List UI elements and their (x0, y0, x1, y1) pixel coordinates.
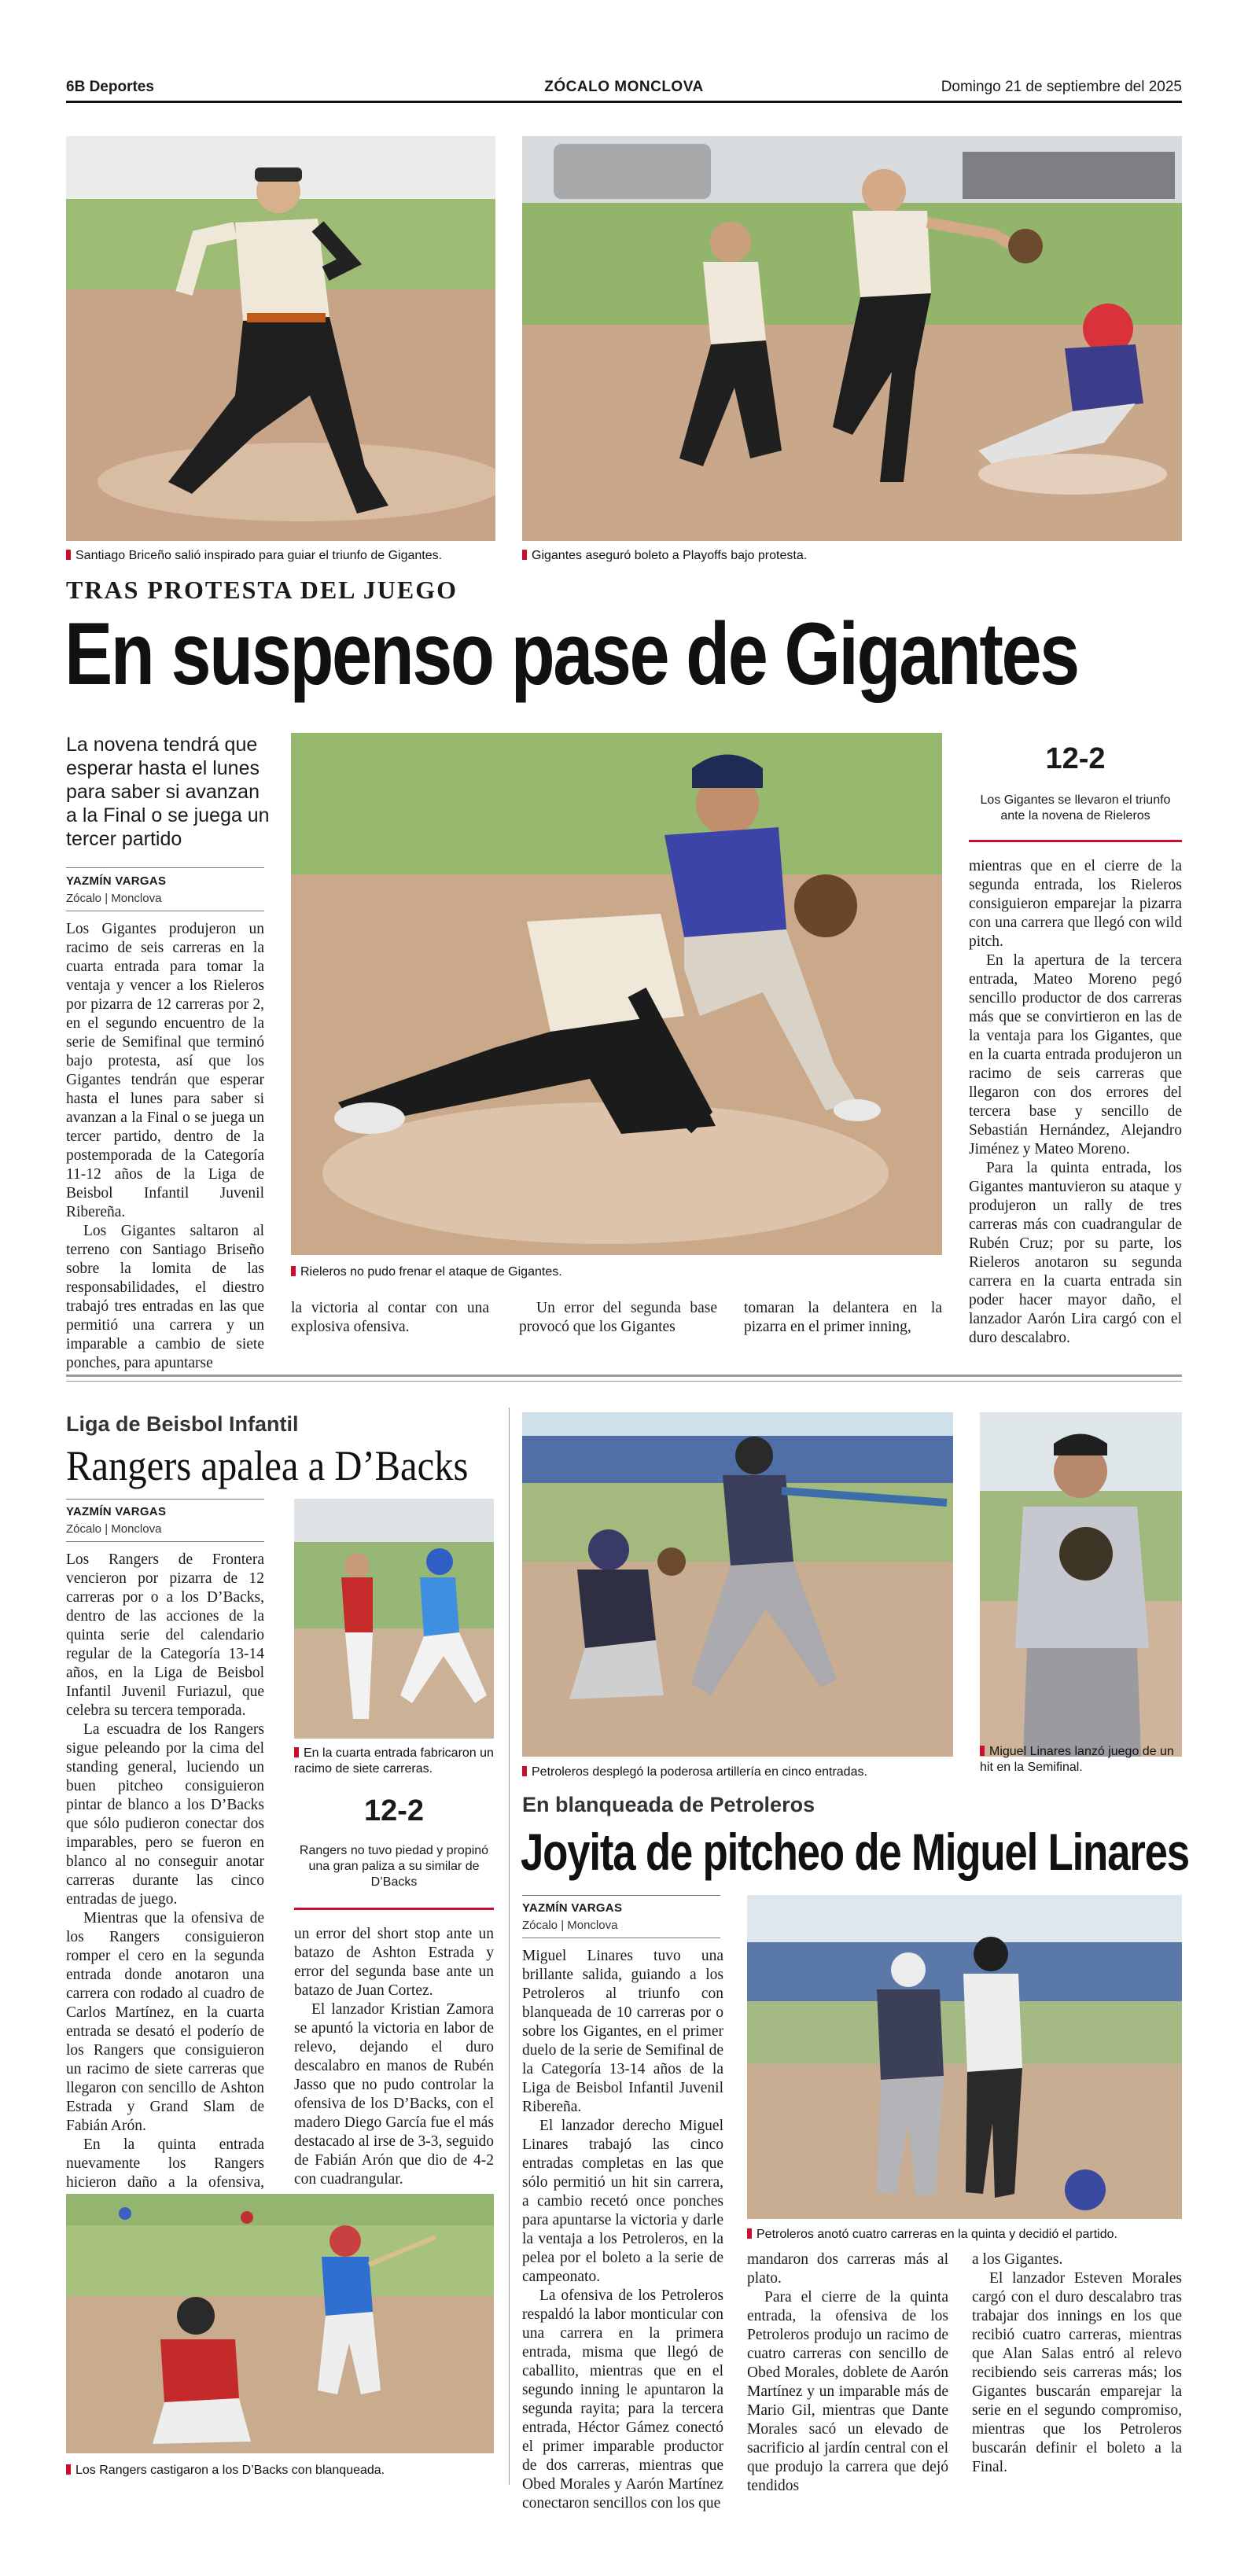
main-column-1 (66, 920, 264, 1373)
paragraph: la victoria al contar con una explosiva ofensiva. (291, 1300, 489, 1335)
photo-rangers-runner (294, 1499, 494, 1739)
caption-petroleros-batter: Petroleros desplegó la poderosa artillería en cinco entradas. (522, 1765, 953, 1780)
paragraph: Para la quinta entrada, los Gigantes mantuvieron su ataque y produjeron un rally de tres carreras más con cuadrangular de Rubén Cruz; por su parte, los Rieleros anotaron su segunda carrera en la cuarta entrada sin poder hacer mayor daño, el lanzador Aarón Lira cargó con el duro descalabro. (969, 1160, 1182, 1346)
caption-base-play: Gigantes aseguró boleto a Playoffs bajo protesta. (522, 548, 1182, 564)
paragraph: En la quinta entrada nuevamente los Rangers hicieron daño a la ofensiva, (66, 2136, 264, 2191)
deck-rule (66, 867, 264, 868)
caption-petroleros-players: Petroleros anotó cuatro carreras en la quinta y decidió el partido. (747, 2227, 1182, 2243)
main-score-rule (969, 840, 1182, 842)
linares-column-1 (522, 1947, 723, 2513)
linares-byline-name: YAZMÍN VARGAS (522, 1901, 623, 1915)
paragraph: Para el cierre de la quinta entrada, la ofensiva de los Petroleros produjo un racimo de cuatro carreras con sencillo de Obed Morales, doblete de Aarón Martínez y un imparable más de Mario Gil, mientras que Dante Morales sacó un elevado de sacrificio al jardín central con el que produjo la carrera que dejó tendidos (747, 2289, 948, 2494)
main-column-5 (969, 857, 1182, 1348)
paragraph: El lanzador Esteven Morales cargó con el duro descalabro tras trabajar dos innings en los que recibió cuatro carreras, mientras que Alan Salas entró al relevo recibiendo seis carreras más; los Gigantes buscarán emparejar la serie en el segundo compromiso, mientras que los Petroleros buscarán definir el boleto a la Final. (972, 2270, 1182, 2475)
linares-column-3 (972, 2250, 1182, 2477)
rangers-score-rule (294, 1908, 494, 1910)
linares-byline-rule-top (522, 1895, 720, 1896)
caption-rangers-runner: En la cuarta entrada fabricaron un racimo de siete carreras. (294, 1746, 494, 1776)
main-byline-name: YAZMÍN VARGAS (66, 874, 167, 888)
paragraph: mandaron dos carreras más al plato. (747, 2251, 948, 2287)
section-divider (66, 1374, 1182, 1377)
rangers-score-summary: Rangers no tuvo piedad y propinó una gran paliza a su similar de D’Backs (299, 1844, 489, 1889)
paragraph: a los Gigantes. (972, 2251, 1063, 2268)
main-column-4 (744, 1299, 942, 1337)
rangers-column-2 (294, 1925, 494, 2189)
caption-miguel-linares: Miguel Linares lanzó juego de un hit en la Semifinal. (980, 1745, 1174, 1774)
paragraph: En la apertura de la tercera entrada, Mateo Moreno pegó sencillo productor de dos carreras más que se convirtieron en las de la ventaja para los Gigantes, que en la cuarta entrada produjeron un racimo de seis carreras que llegaron con dos errores del tercera base y sencillo de Sebastián Hernández, Alejandro Jiménez y Mateo Moreno. (969, 952, 1182, 1157)
photo-miguel-linares (980, 1412, 1182, 1757)
rangers-kicker: Liga de Beisbol Infantil (66, 1412, 299, 1436)
rangers-byline-name: YAZMÍN VARGAS (66, 1505, 167, 1518)
section-label: 6B Deportes (66, 79, 154, 95)
photo-petroleros-players (747, 1895, 1182, 2219)
photo-base-play (522, 136, 1182, 541)
photo-petroleros-batter (522, 1412, 953, 1757)
main-score-summary: Los Gigantes se llevaron el triunfo ante la novena de Rieleros (980, 793, 1171, 822)
main-score: 12-2 (1045, 742, 1106, 775)
newspaper-name: ZÓCALO MONCLOVA (544, 79, 704, 95)
photo-rangers-batter (66, 2194, 494, 2453)
linares-headline: Joyita de pitcheo de Miguel Linares (521, 1823, 1189, 1881)
main-kicker: TRAS PROTESTA DEL JUEGO (66, 576, 458, 604)
paragraph: Los Gigantes saltaron al terreno con Santiago Briseño sobre la lomita de las responsabilidades, el diestro trabajó tres entradas en las que permitió una carrera y un imparable a cambio de siete ponches, para apuntarse (66, 1223, 264, 1371)
caption-slide-tag: Rieleros no pudo frenar el ataque de Gigantes. (291, 1264, 942, 1280)
paragraph: Los Rangers de Frontera vencieron por pizarra de 12 carreras por o a los D’Backs, dentro de las acciones de la quinta serie del calendario regular de la Categoría 13-14 años, en la Liga de Beisbol Infantil Juvenil Furiazul, que celebra su tercera temporada. (66, 1551, 264, 1719)
photo-pitcher (66, 136, 495, 541)
section-divider-thin (66, 1381, 1182, 1382)
paragraph: tomaran la delantera en la pizarra en el primer inning, (744, 1300, 942, 1335)
paragraph: Mientras que la ofensiva de los Rangers consiguieron romper el cero en la segunda entrada donde anotaron una carrera con rodado al cuadro de Carlos Martínez, en la cuarta entrada se desató el poderío de los Rangers que consiguieron un racimo de siete carreras que llegaron con sencillo de Ashton Estrada y Grand Slam de Fabián Arón. (66, 1910, 264, 2134)
paragraph: Los Gigantes produjeron un racimo de seis carreras en la cuarta entrada para tomar la ventaja y vencer a los Rieleros por pizarra de 12 carreras por 2, en el segundo encuentro de la serie de Semifinal que terminó bajo protesta, así que los Gigantes tendrán que esperar hasta el lunes para saber si avanzan a la Final o se juega un tercer partido, dentro de la postemporada de la Categoría 11-12 años de la Liga de Beisbol Infantil Juvenil Ribereña. (66, 921, 264, 1220)
rangers-column-1 (66, 1551, 264, 2268)
rangers-byline-rule-top (66, 1499, 264, 1500)
paragraph: El lanzador Kristian Zamora se apuntó la victoria en labor de relevo, dejando el duro descalabro en manos de Rubén Jasso que no pudo controlar la ofensiva de los D’Backs, con el madero Diego García fue el más destacado al irse de 3-3, seguido de Fabián Arón que dio de 4-2 con cuadrangular. (294, 2001, 494, 2188)
linares-byline-place: Zócalo | Monclova (522, 1919, 618, 1932)
photo-slide-tag (291, 733, 942, 1255)
paragraph: Un error del segunda base provocó que los Gigantes (519, 1300, 717, 1335)
paragraph: mientras que en el cierre de la segunda entrada, los Rieleros consiguieron emparejar la pizarra con una carrera que llegó con wild pitch. (969, 858, 1182, 950)
paragraph: un error del short stop ante un batazo de Ashton Estrada y error del segunda base ante un batazo de Juan Cortez. (294, 1926, 494, 1999)
linares-kicker: En blanqueada de Petroleros (522, 1793, 815, 1816)
header-rule (66, 101, 1182, 103)
main-byline-place: Zócalo | Monclova (66, 892, 162, 905)
linares-column-2 (747, 2250, 948, 2496)
issue-date: Domingo 21 de septiembre del 2025 (941, 79, 1182, 95)
paragraph: Miguel Linares tuvo una brillante salida, guiando a los Petroleros al triunfo con blanqueada de 10 carreras por o sobre los Gigantes, en el primer duelo de la serie de Semifinal de la Categoría 13-14 años de la Liga de Beisbol Infantil Juvenil Ribereña. (522, 1948, 723, 2115)
caption-pitcher: Santiago Briceño salió inspirado para guiar el triunfo de Gigantes. (66, 548, 495, 564)
rangers-byline-place: Zócalo | Monclova (66, 1522, 162, 1536)
main-column-3 (519, 1299, 717, 1337)
rangers-byline-rule (66, 1541, 264, 1542)
main-deck: La novena tendrá que esperar hasta el lunes para saber si avanzan a la Final o se juega un tercer partido (66, 734, 270, 850)
paragraph: El lanzador derecho Miguel Linares trabajó las cinco entradas completas en las que sólo permitió un hit sin carrera, a cambio recetó once ponches para apuntarse la victoria y darle la ventaja a los Petroleros, en la pelea por el boleto a la serie de campeonato. (522, 2118, 723, 2285)
caption-rangers-batter: Los Rangers castigaron a los D’Backs con blanqueada. (66, 2463, 494, 2478)
main-column-2 (291, 1299, 489, 1337)
rangers-headline: Rangers apalea a D’Backs (66, 1442, 469, 1489)
rangers-score: 12-2 (363, 1794, 425, 1827)
paragraph: La ofensiva de los Petroleros respaldó la labor monticular con una carrera en la primera entrada, misma que llegó de caballito, mientras que en el segundo inning le apuntaron la segunda rayita; para la tercera entrada, Héctor Gámez conectó el primer imparable productor de dos carreras, mientras que Obed Morales y Aarón Martínez conectaron sencillos con los que (522, 2287, 723, 2512)
paragraph: La escuadra de los Rangers sigue peleando por la cima del standing general, luciendo un buen pitcheo consiguieron pintar de blanco a los D’Backs que sólo pudieron conectar dos imparables, pero se fueron en blanco al no conseguir anotar carreras durante las cinco entradas de juego. (66, 1721, 264, 1908)
column-divider (509, 1408, 510, 2485)
main-headline: En suspenso pase de Gigantes (64, 605, 1078, 703)
